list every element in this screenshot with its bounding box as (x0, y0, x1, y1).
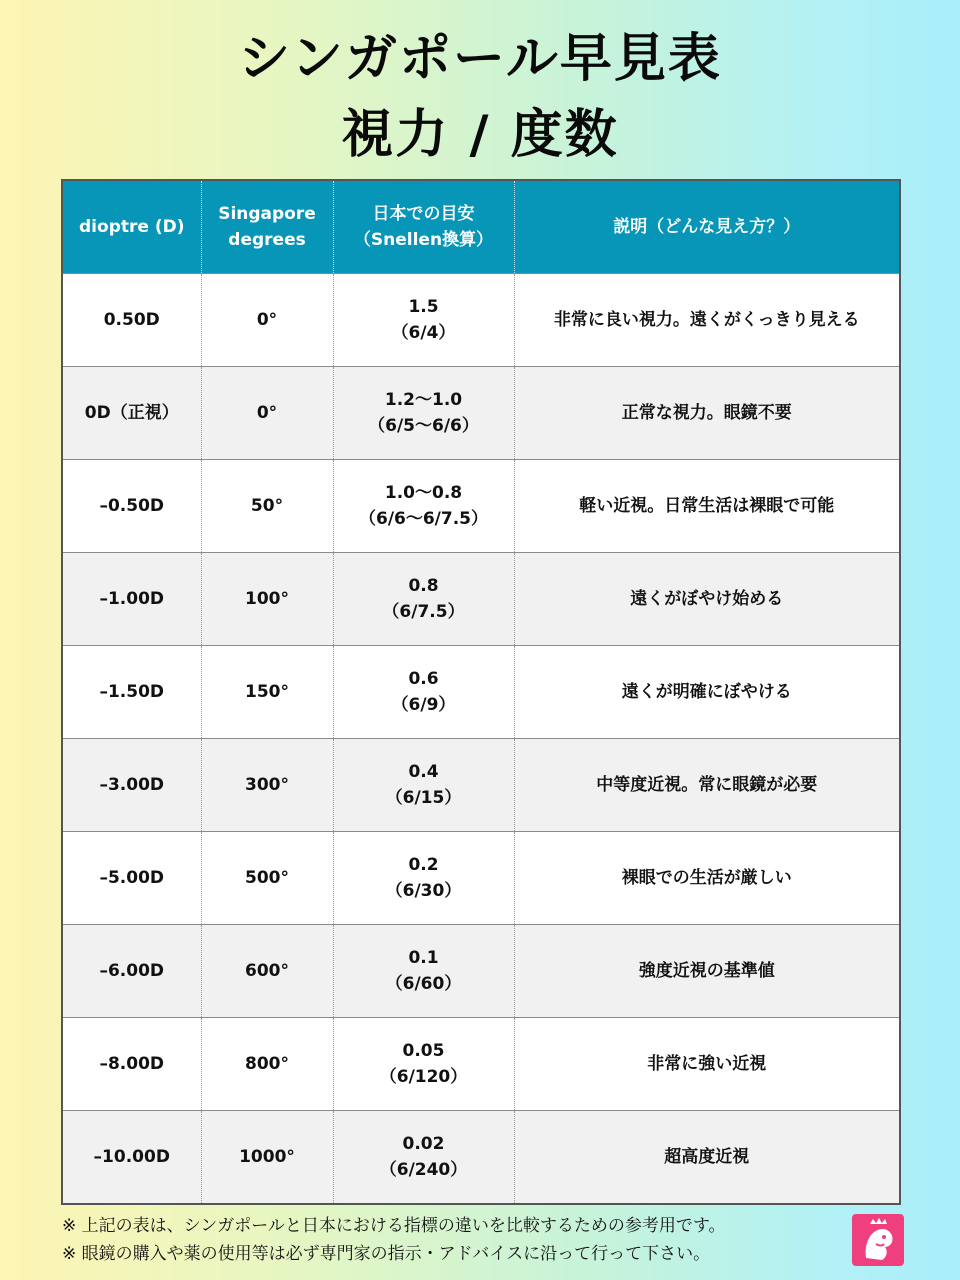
degrees-value: 0° (256, 403, 278, 423)
cell-singapore-degrees (201, 367, 333, 460)
description-text: 非常に良い視力。遠くがくっきり見える (553, 310, 860, 330)
degrees-value: 500° (245, 868, 289, 888)
snellen-value: （6/15） (385, 788, 462, 808)
cell-diopter (62, 646, 201, 739)
degrees-value: 100° (245, 589, 289, 609)
cell-japan-estimate (333, 832, 514, 925)
brand-logo (852, 1214, 904, 1266)
table-row (62, 739, 900, 832)
snellen-value: （6/120） (379, 1067, 468, 1087)
degrees-value: 800° (245, 1054, 289, 1074)
degrees-value: 600° (245, 961, 289, 981)
snellen-value: （6/4） (391, 323, 456, 343)
diopter-value: –6.00D (99, 961, 165, 981)
snellen-value: （6/30） (385, 881, 462, 901)
diopter-value: 0D（正視） (84, 403, 179, 423)
diopter-value: 0.50D (103, 310, 160, 330)
degrees-value: 150° (245, 682, 289, 702)
description-text: 中等度近視。常に眼鏡が必要 (596, 775, 818, 795)
diopter-value: –5.00D (99, 868, 165, 888)
header-diopter-label: dioptre (D) (79, 217, 185, 237)
table-row (62, 646, 900, 739)
snellen-value: （6/7.5） (382, 602, 465, 622)
snellen-value: （6/60） (385, 974, 462, 994)
header-japan-estimate (333, 180, 514, 274)
table-row (62, 460, 900, 553)
cell-diopter (62, 832, 201, 925)
header-diopter (62, 180, 201, 274)
description-text: 強度近視の基準値 (638, 961, 775, 981)
header-description (514, 180, 900, 274)
japan-acuity: 0.2 (408, 855, 439, 875)
description-text: 軽い近視。日常生活は裸眼で可能 (579, 496, 835, 516)
cell-japan-estimate (333, 925, 514, 1018)
cell-japan-estimate (333, 739, 514, 832)
cell-singapore-degrees (201, 832, 333, 925)
cell-japan-estimate (333, 553, 514, 646)
footnote-consult-expert: ※ 眼鏡の購入や薬の使用等は必ず専門家の指示・アドバイスに沿って行って下さい。 (62, 1244, 711, 1264)
page-title: シンガポール早見表 (238, 29, 722, 89)
cell-description (514, 925, 900, 1018)
cell-singapore-degrees (201, 646, 333, 739)
cell-singapore-degrees (201, 274, 333, 367)
cell-diopter (62, 274, 201, 367)
description-text: 非常に強い近視 (647, 1054, 767, 1074)
cell-singapore-degrees (201, 553, 333, 646)
japan-acuity: 0.05 (402, 1041, 445, 1061)
table-row (62, 1111, 900, 1205)
cell-japan-estimate (333, 1111, 514, 1205)
table-row (62, 1018, 900, 1111)
japan-acuity: 0.8 (408, 576, 439, 596)
footnotes (62, 1212, 842, 1268)
cell-singapore-degrees (201, 1111, 333, 1205)
diopter-value: –3.00D (99, 775, 165, 795)
header-japan-line1: 日本での目安 (372, 204, 475, 224)
cell-japan-estimate (333, 646, 514, 739)
japan-acuity: 0.1 (408, 948, 439, 968)
table-row (62, 553, 900, 646)
cell-diopter (62, 739, 201, 832)
cell-description (514, 739, 900, 832)
cell-japan-estimate (333, 1018, 514, 1111)
header-degrees-line1: Singapore (218, 204, 316, 224)
footnote-reference: ※ 上記の表は、シンガポールと日本における指標の違いを比較するための参考用です。 (62, 1216, 726, 1236)
header-japan-line2: （Snellen換算） (353, 230, 494, 250)
crowned-animal-logo-icon (852, 1214, 904, 1266)
degrees-value: 1000° (239, 1147, 295, 1167)
cell-description (514, 832, 900, 925)
cell-singapore-degrees (201, 460, 333, 553)
cell-description (514, 367, 900, 460)
description-text: 裸眼での生活が厳しい (621, 868, 792, 888)
diopter-value: –0.50D (99, 496, 165, 516)
table-row (62, 367, 900, 460)
degrees-value: 50° (250, 496, 284, 516)
japan-acuity: 0.6 (408, 669, 439, 689)
description-text: 遠くがぼやけ始める (630, 589, 784, 609)
header-description-label: 説明（どんな見え方？） (613, 217, 801, 237)
cell-japan-estimate (333, 274, 514, 367)
japan-acuity: 1.2〜1.0 (384, 390, 463, 410)
japan-acuity: 1.5 (408, 297, 439, 317)
japan-acuity: 0.02 (402, 1134, 445, 1154)
cell-diopter (62, 460, 201, 553)
description-text: 超高度近視 (664, 1147, 750, 1167)
cell-diopter (62, 1018, 201, 1111)
table-row (62, 274, 900, 367)
cell-japan-estimate (333, 460, 514, 553)
cell-diopter (62, 553, 201, 646)
cell-diopter (62, 925, 201, 1018)
diopter-value: –10.00D (93, 1147, 170, 1167)
table-row (62, 925, 900, 1018)
snellen-value: （6/6〜6/7.5） (358, 509, 489, 529)
cell-description (514, 1111, 900, 1205)
cell-description (514, 646, 900, 739)
degrees-value: 0° (256, 310, 278, 330)
header-degrees-line2: degrees (228, 230, 306, 250)
japan-acuity: 1.0〜0.8 (384, 483, 463, 503)
comparison-table (61, 179, 901, 1205)
header-singapore-degrees (201, 180, 333, 274)
cell-singapore-degrees (201, 739, 333, 832)
table-row (62, 832, 900, 925)
cell-japan-estimate (333, 367, 514, 460)
japan-acuity: 0.4 (408, 762, 439, 782)
snellen-value: （6/5〜6/6） (368, 416, 479, 436)
snellen-value: （6/240） (379, 1160, 468, 1180)
diopter-value: –8.00D (99, 1054, 165, 1074)
snellen-value: （6/9） (391, 695, 456, 715)
description-text: 正常な視力。眼鏡不要 (621, 403, 792, 423)
table-header-row (62, 180, 900, 274)
description-text: 遠くが明確にぼやける (621, 682, 792, 702)
cell-description (514, 1018, 900, 1111)
degrees-value: 300° (245, 775, 289, 795)
page-subtitle: 視力 / 度数 (341, 105, 619, 165)
cell-diopter (62, 367, 201, 460)
cell-singapore-degrees (201, 925, 333, 1018)
cell-diopter (62, 1111, 201, 1205)
cell-singapore-degrees (201, 1018, 333, 1111)
cell-description (514, 274, 900, 367)
diopter-value: –1.00D (99, 589, 165, 609)
diopter-value: –1.50D (99, 682, 165, 702)
cell-description (514, 553, 900, 646)
cell-description (514, 460, 900, 553)
